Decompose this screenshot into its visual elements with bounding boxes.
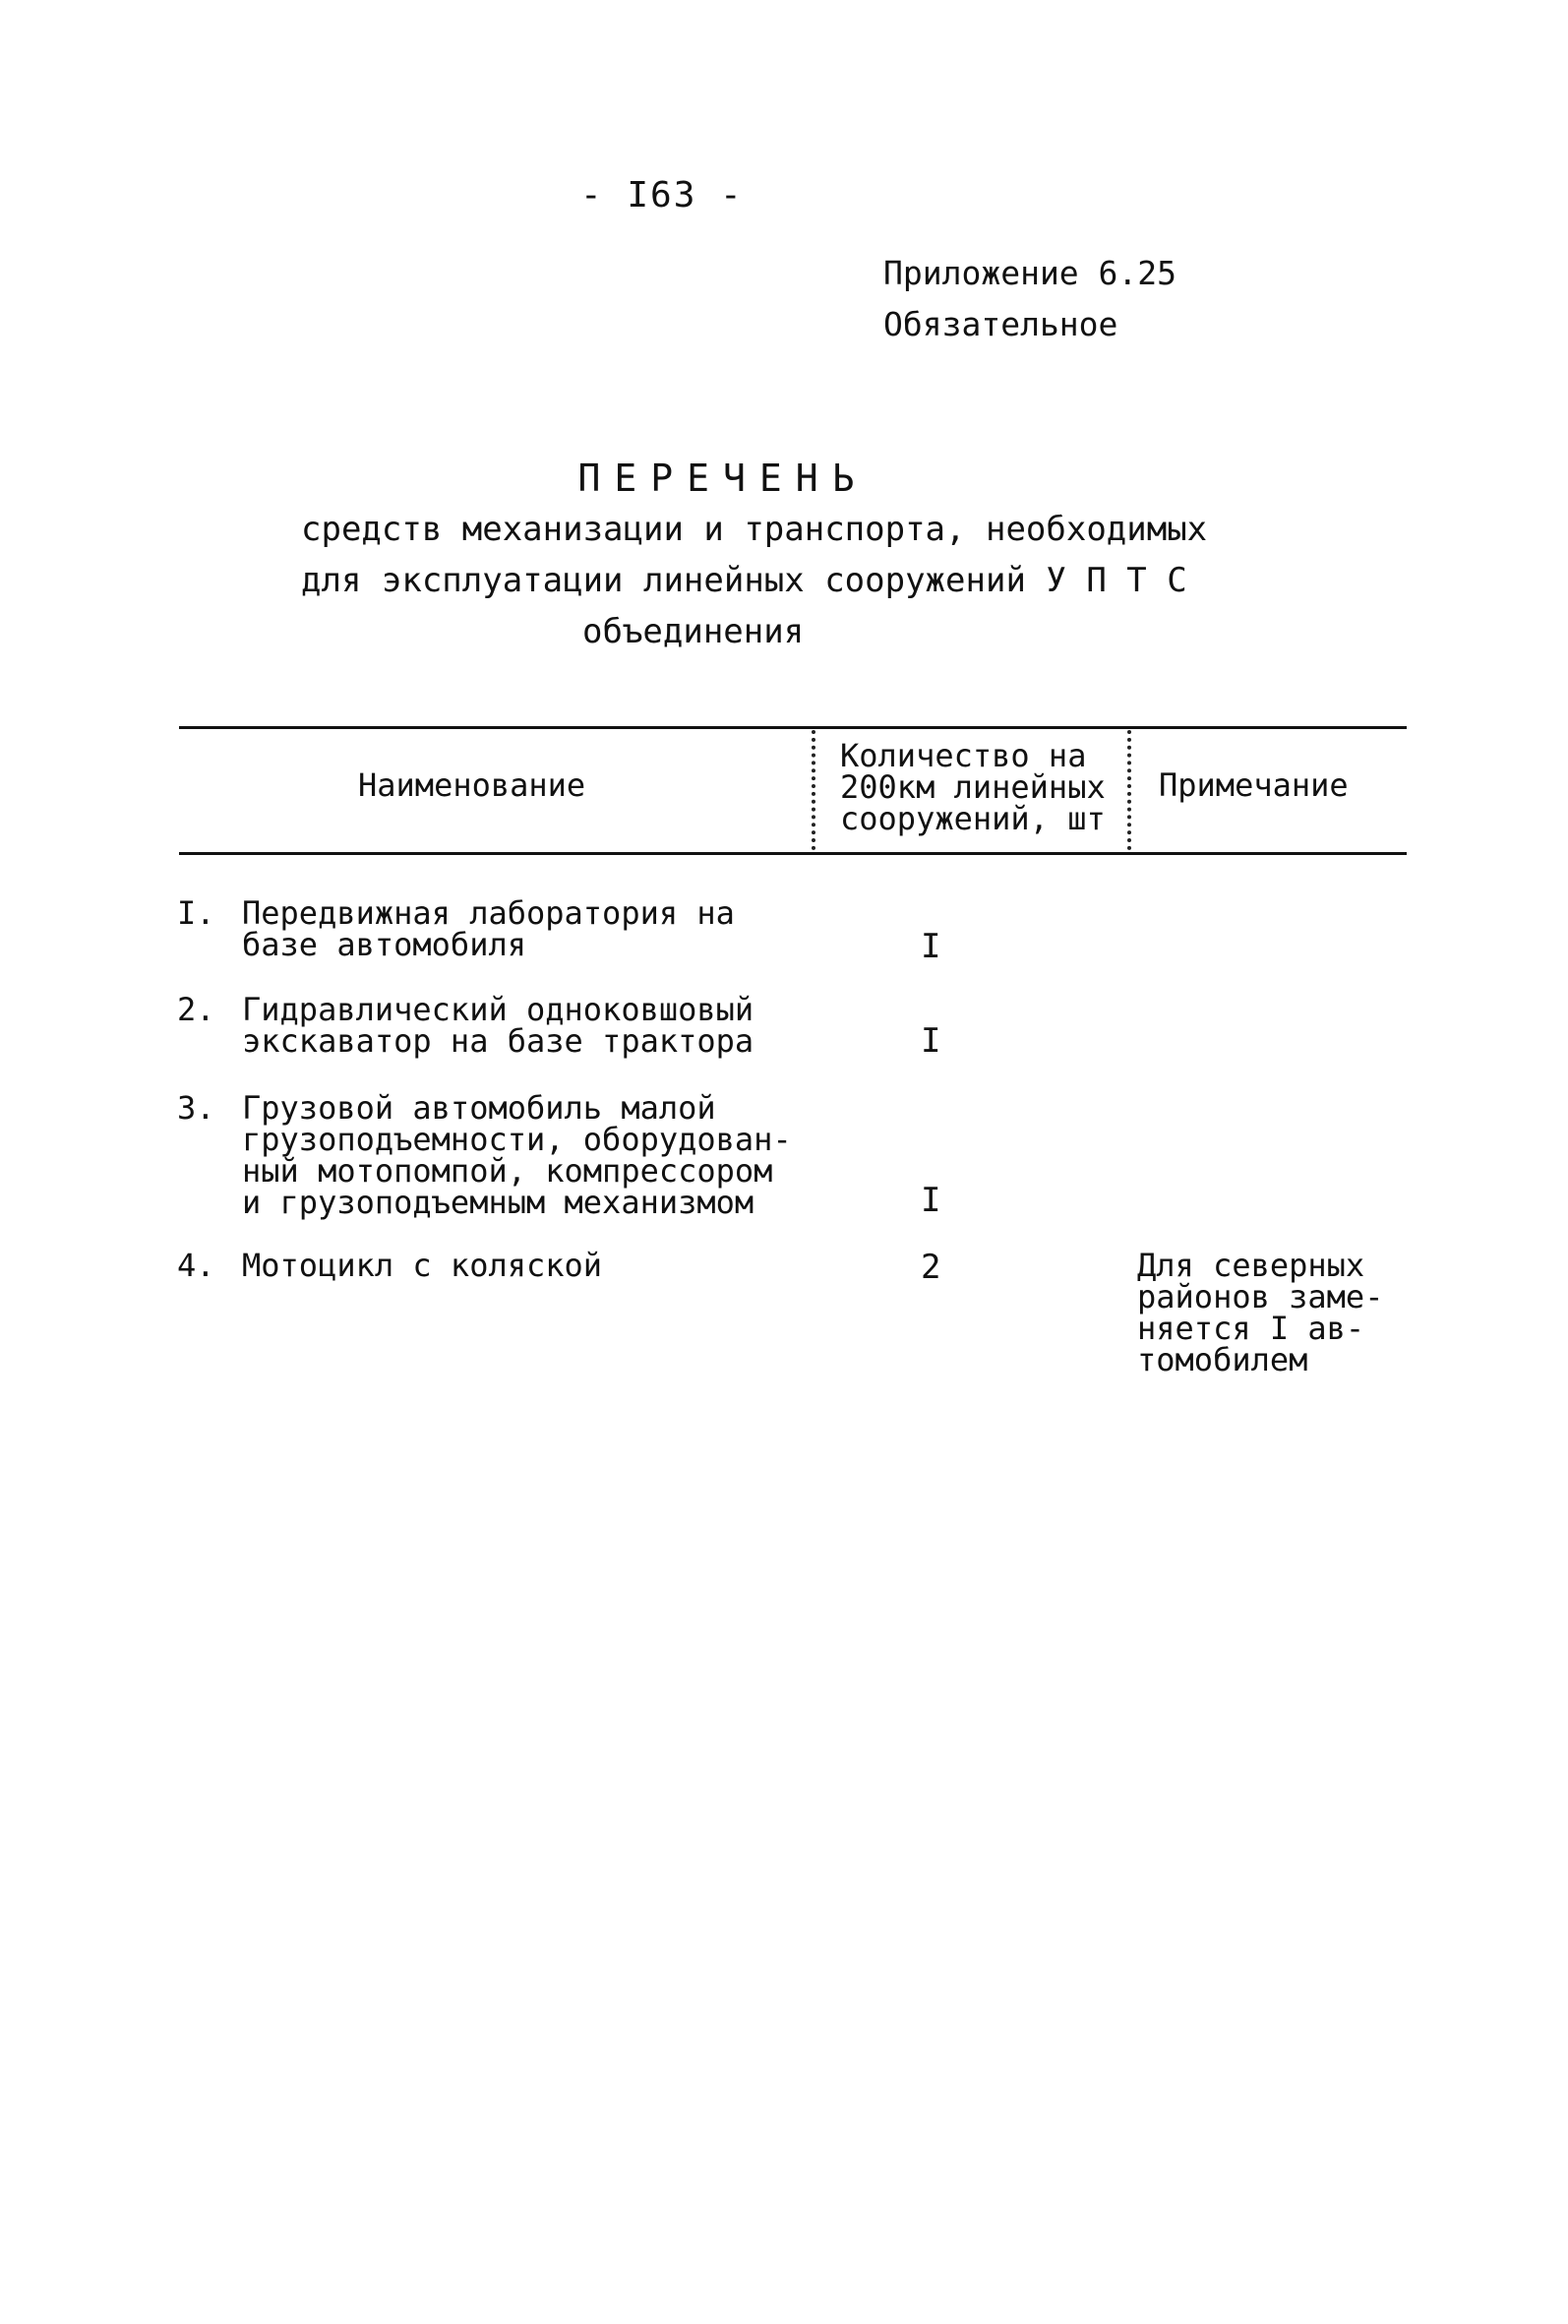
row-name bbox=[242, 1089, 792, 1221]
row-name bbox=[242, 1247, 603, 1284]
row-note-line: районов заме- bbox=[1137, 1278, 1384, 1315]
row-name-line: грузоподъемности, оборудован- bbox=[242, 1121, 792, 1158]
document-title: ПЕРЕЧЕНЬ bbox=[577, 457, 869, 500]
row-number: I. bbox=[177, 894, 215, 932]
row-name-line: и грузоподъемным механизмом bbox=[242, 1184, 754, 1221]
row-note bbox=[1137, 1247, 1384, 1378]
header-name: Наименование bbox=[358, 766, 586, 804]
column-separator-1 bbox=[812, 730, 815, 850]
row-name-line: ный мотопомпой, компрессором bbox=[242, 1152, 773, 1190]
row-name bbox=[242, 991, 754, 1060]
subtitle-line-1: средств механизации и транспорта, необходимых bbox=[301, 510, 1208, 549]
header-quantity-line-2: 200км линейных bbox=[840, 768, 1106, 806]
row-quantity: I bbox=[921, 1181, 941, 1220]
row-name-line: Грузовой автомобиль малой bbox=[242, 1089, 716, 1127]
row-note-line: няется I ав- bbox=[1137, 1310, 1365, 1347]
column-separator-2 bbox=[1127, 730, 1131, 850]
header-quantity-line-1: Количество на bbox=[840, 737, 1087, 774]
row-name-line: Мотоцикл с коляской bbox=[242, 1247, 603, 1284]
row-number: 2. bbox=[177, 991, 215, 1028]
subtitle-line-2: для эксплуатации линейных сооружений У П Т С bbox=[301, 561, 1187, 600]
row-name-line: базе автомобиля bbox=[242, 926, 526, 963]
subtitle-line-3: объединения bbox=[582, 612, 805, 651]
appendix-number: Приложение 6.25 bbox=[883, 254, 1177, 292]
page-number: - I63 - bbox=[580, 175, 744, 215]
header-quantity bbox=[840, 737, 1106, 837]
appendix-status: Обязательное bbox=[883, 305, 1118, 343]
header-quantity-line-3: сооружений, шт bbox=[840, 800, 1106, 837]
row-note-line: Для северных bbox=[1137, 1247, 1365, 1284]
row-number: 3. bbox=[177, 1089, 215, 1127]
row-name-line: Гидравлический одноковшовый bbox=[242, 991, 754, 1028]
table-top-rule bbox=[179, 726, 1407, 729]
row-quantity: I bbox=[921, 1021, 941, 1061]
row-quantity: 2 bbox=[921, 1248, 941, 1287]
row-name bbox=[242, 894, 735, 963]
header-note: Примечание bbox=[1159, 766, 1349, 804]
row-name-line: Передвижная лаборатория на bbox=[242, 894, 735, 932]
row-note-line: томобилем bbox=[1137, 1341, 1308, 1378]
row-quantity: I bbox=[921, 927, 941, 966]
row-name-line: экскаватор на базе трактора bbox=[242, 1022, 754, 1060]
appendix-label bbox=[883, 248, 1176, 350]
document-subtitle bbox=[301, 504, 1207, 657]
table-header-bottom-rule bbox=[179, 852, 1407, 855]
row-number: 4. bbox=[177, 1247, 215, 1284]
